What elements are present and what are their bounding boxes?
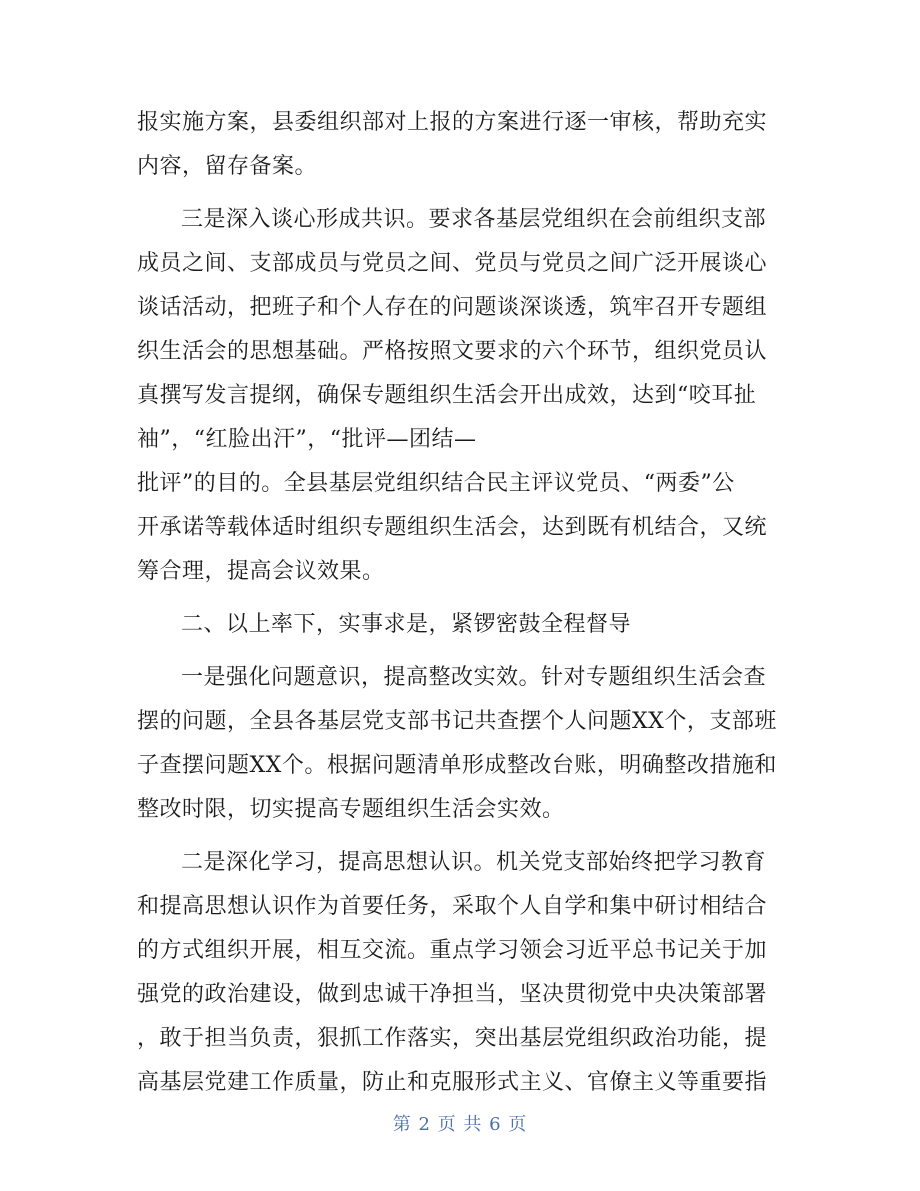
paragraph-line: 二是深化学习，提高思想认识。机关党支部始终把学习教育 <box>181 850 767 875</box>
paragraph-line: 开承诺等载体适时组织专题组织生活会，达到既有机结合，又统 <box>137 515 768 540</box>
paragraph-line: 二、以上率下，实事求是，紧锣密鼓全程督导 <box>181 612 632 637</box>
paragraph-line: 子查摆问题XX个。根据问题清单形成整改台账，明确整改措施和 <box>137 753 777 778</box>
paragraph-line: 织生活会的思想基础。严格按照文要求的六个环节，组织党员认 <box>137 339 768 364</box>
paragraph-line: 摆的问题，全县各基层党支部书记共查摆个人问题XX个，支部班 <box>137 709 777 734</box>
page-number: 第 2 页 共 6 页 <box>392 1114 528 1135</box>
paragraph-line: 袖”，“红脸出汗”，“批评—团结— <box>137 427 477 452</box>
paragraph-line: 和提高思想认识作为首要任务，采取个人自学和集中研讨相结合 <box>137 894 768 919</box>
paragraph-line: 强党的政治建设，做到忠诚干净担当，坚决贯彻党中央决策部署 <box>137 982 768 1007</box>
paragraph-line: 批评”的目的。全县基层党组织结合民主评议党员、“两委”公 <box>137 471 735 496</box>
paragraph-line: 的方式组织开展，相互交流。重点学习领会习近平总书记关于加 <box>137 938 768 963</box>
paragraph-gap <box>137 594 785 603</box>
paragraph-line: 谈话活动，把班子和个人存在的问题谈深谈透，筑牢召开专题组 <box>137 295 768 320</box>
paragraph-line: ，敢于担当负责，狠抓工作落实，突出基层党组织政治功能，提 <box>137 1026 768 1051</box>
paragraph-line: 一是强化问题意识，提高整改实效。针对专题组织生活会查 <box>181 665 767 690</box>
paragraph-line: 报实施方案，县委组织部对上报的方案进行逐一审核，帮助充实 <box>137 110 768 135</box>
paragraph-gap <box>137 832 785 841</box>
paragraph-gap <box>137 189 785 198</box>
paragraph-line: 真撰写发言提纲，确保专题组织生活会开出成效，达到“咬耳扯 <box>137 383 757 408</box>
paragraph-line: 整改时限，切实提高专题组织生活会实效。 <box>137 797 565 822</box>
paragraph-line: 筹合理，提高会议效果。 <box>137 559 385 584</box>
paragraph-line: 成员之间、支部成员与党员之间、党员与党员之间广泛开展谈心 <box>137 251 768 276</box>
paragraph-line: 内容，留存备案。 <box>137 154 318 179</box>
document-body <box>137 101 785 1105</box>
paragraph-line: 三是深入谈心形成共识。要求各基层党组织在会前组织支部 <box>181 207 767 232</box>
paragraph-gap <box>137 647 785 656</box>
paragraph-line: 高基层党建工作质量，防止和克服形式主义、官僚主义等重要指 <box>137 1070 768 1095</box>
